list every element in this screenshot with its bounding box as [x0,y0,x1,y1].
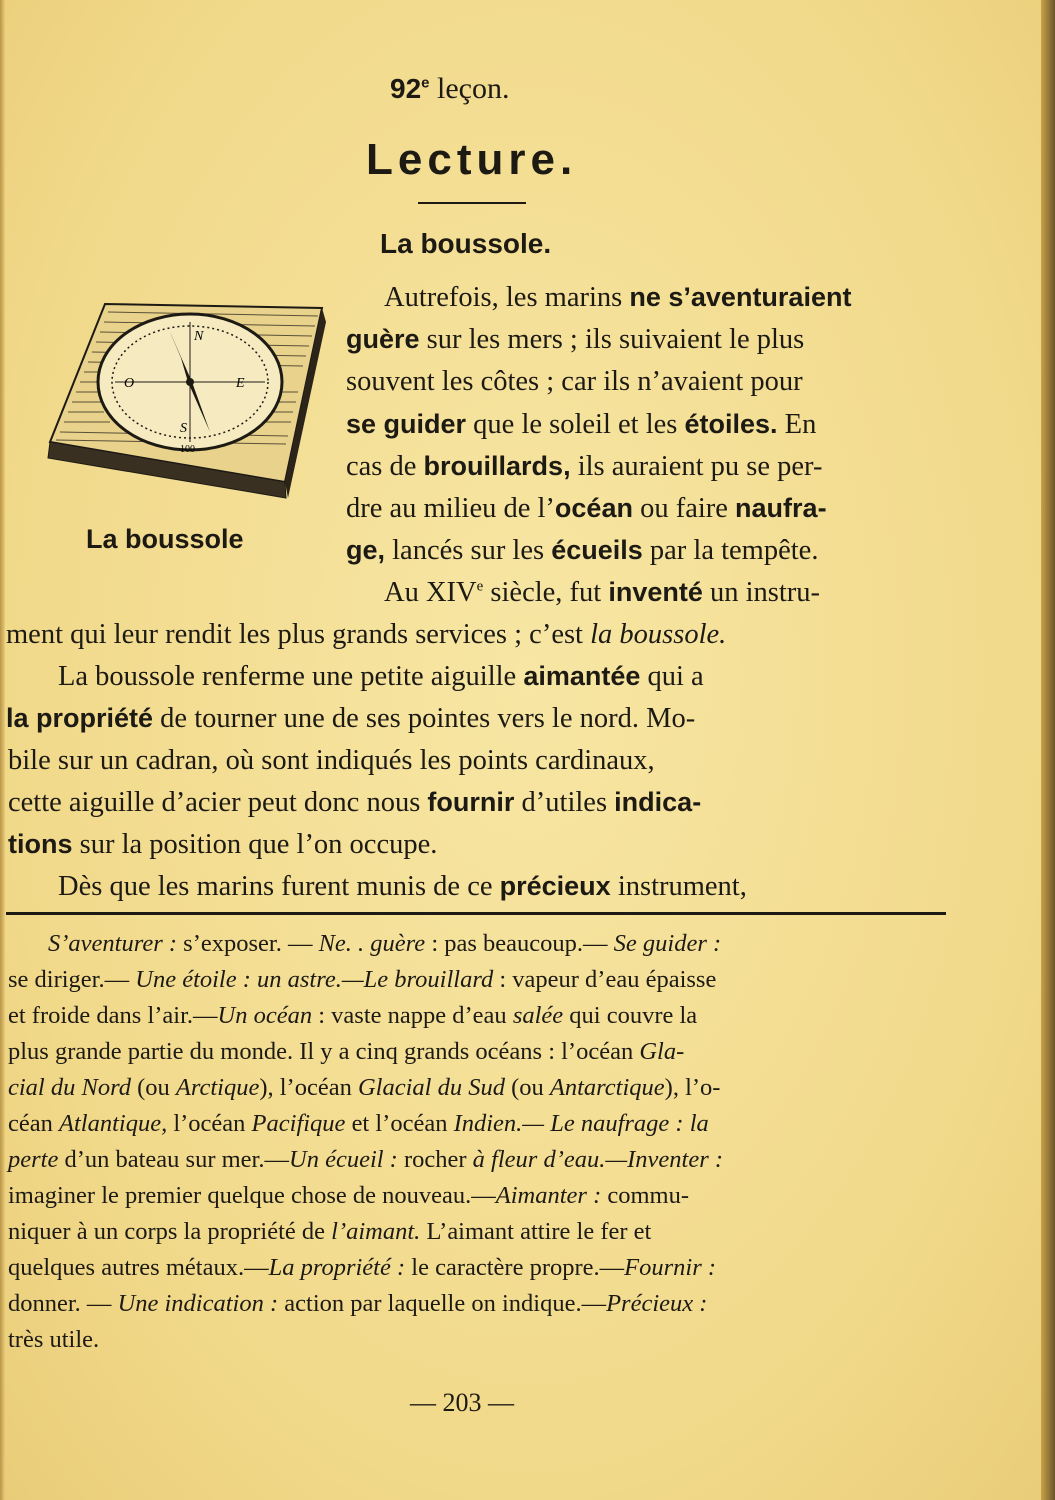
body-line-1: Autrefois, les marins ne s’aventuraient [384,282,852,313]
note-line-4: plus grande partie du monde. Il y a cinq grands océans : l’océan Gla- [8,1038,685,1065]
body-line-12: bile sur un cadran, où sont indiqués les points cardinaux, [8,745,655,776]
compass-west-letter: O [124,376,135,391]
compass-south-letter: S [180,421,187,436]
lesson-number: 92e [390,73,430,104]
body-line-5: cas de brouillards, ils auraient pu se per- [346,451,823,482]
note-line-9: niquer à un corps la propriété de l’aimant. L’aimant attire le fer et [8,1218,652,1245]
body-line-13: cette aiguille d’acier peut donc nous fournir d’utiles indica- [8,787,702,818]
body-line-9: ment qui leur rendit les plus grands services ; c’est la boussole. [6,619,727,650]
note-line-8: imaginer le premier quelque chose de nouveau.—Aimanter : commu- [8,1182,690,1209]
compass-illustration [30,292,330,502]
figure-caption: La boussole [86,524,244,554]
page-title: Lecture. [366,135,578,184]
note-line-12: très utile. [8,1326,100,1353]
body-line-10: La boussole renferme une petite aiguille aimantée qui a [58,661,704,692]
note-line-10: quelques autres métaux.—La propriété : le caractère propre.—Fournir : [8,1254,717,1281]
body-line-11: la propriété de tourner une de ses pointes vers le nord. Mo- [6,703,696,734]
note-line-6: céan Atlantique, l’océan Pacifique et l’océan Indien.— Le naufrage : la [8,1110,709,1137]
body-line-7: ge, lancés sur les écueils par la tempête. [346,535,819,566]
page-edge-right [1041,0,1055,1500]
note-line-11: donner. — Une indication : action par laquelle on indique.—Précieux : [8,1290,708,1317]
page-edge-left [0,0,5,1500]
note-line-3: et froide dans l’air.—Un océan : vaste nappe d’eau salée qui couvre la [8,1002,698,1029]
compass-degree-mark: 100 [180,444,195,455]
body-line-3: souvent les côtes ; car ils n’avaient pour [346,366,803,397]
lesson-word: leçon. [437,72,510,105]
note-line-7: perte d’un bateau sur mer.—Un écueil : rocher à fleur d’eau.—Inventer : [8,1146,724,1173]
note-line-1: S’aventurer : s’exposer. — Ne. . guère : pas beaucoup.— Se guider : [48,930,722,957]
body-line-8: Au XIVe siècle, fut inventé un instru- [384,577,821,608]
page-number: — 203 — [410,1388,514,1417]
body-line-15: Dès que les marins furent munis de ce précieux instrument, [58,871,747,902]
title-rule [418,202,526,204]
lesson-heading [390,72,509,106]
body-line-6: dre au milieu de l’océan ou faire naufra- [346,493,827,524]
compass-north-letter: N [194,329,204,344]
section-subtitle: La boussole. [380,228,552,259]
note-line-5: cial du Nord (ou Arctique), l’océan Glacial du Sud (ou Antarctique), l’o- [8,1074,721,1101]
note-line-2: se diriger.— Une étoile : un astre.—Le brouillard : vapeur d’eau épaisse [8,966,717,993]
footnote-separator [6,912,946,915]
body-line-4: se guider que le soleil et les étoiles. En [346,409,817,440]
compass-east-letter: E [236,376,245,391]
body-line-2: guère sur les mers ; ils suivaient le plus [346,324,805,355]
body-line-14: tions sur la position que l’on occupe. [8,829,438,860]
